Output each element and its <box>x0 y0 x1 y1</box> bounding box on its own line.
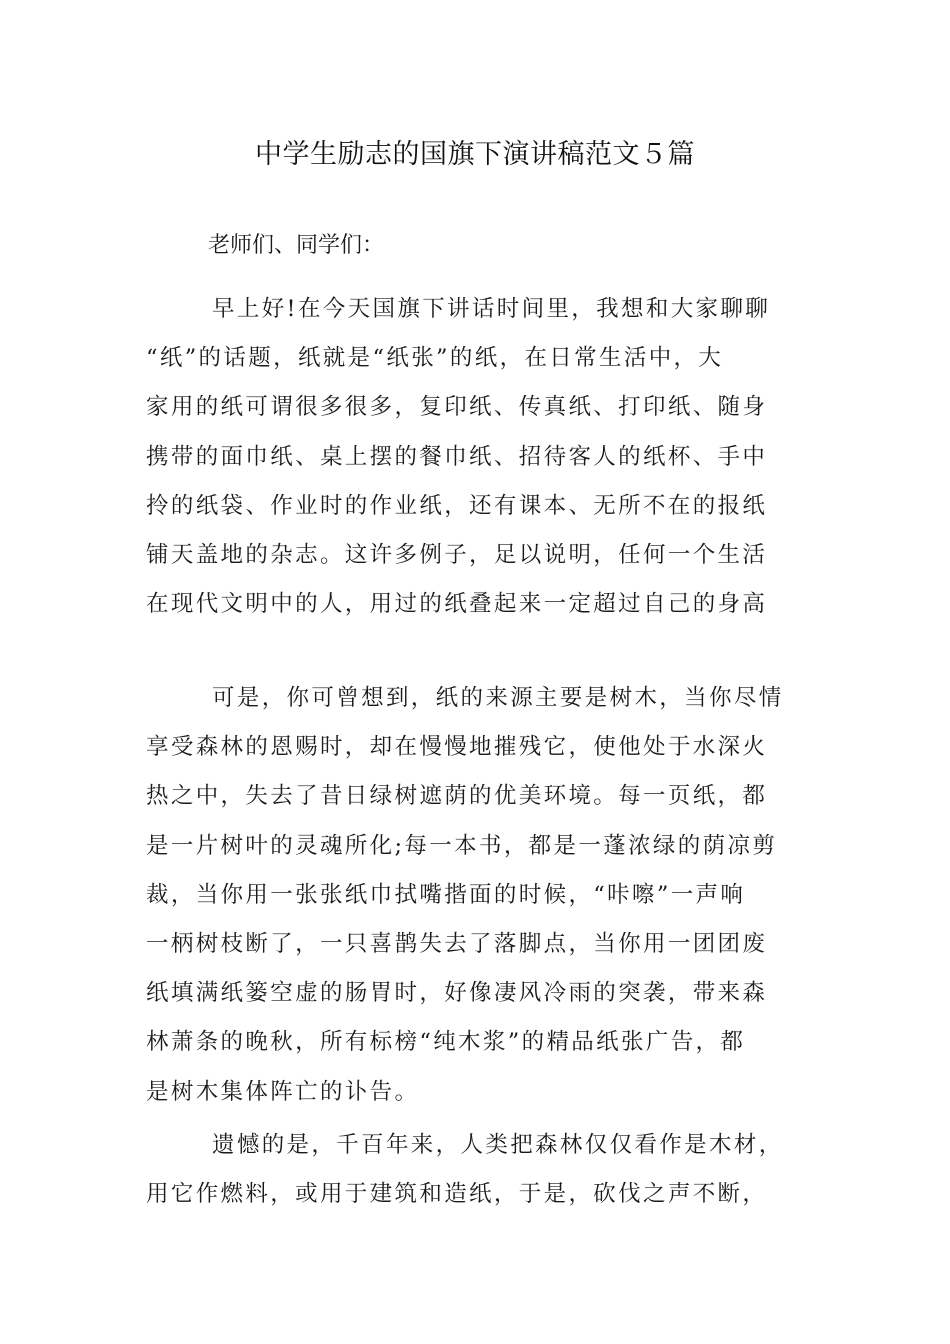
paragraph-line: 遗憾的是，千百年来，人类把森林仅仅看作是木材， <box>212 1132 784 1158</box>
paragraph-line: 用它作燃料，或用于建筑和造纸，于是，砍伐之声不断， <box>146 1181 768 1208</box>
document-title: 中学生励志的国旗下演讲稿范文５篇 <box>255 139 695 170</box>
paragraph-line: 一柄树枝断了，一只喜鹊失去了落脚点，当你用一团团废 <box>146 930 768 957</box>
paragraph-line: 林萧条的晚秋，所有标榜“纯木浆”的精品纸张广告，都 <box>146 1029 746 1056</box>
paragraph-line: 是一片树叶的灵魂所化;每一本书，都是一蓬浓绿的荫凉剪 <box>146 832 778 859</box>
greeting-line: 老师们、同学们： <box>208 233 385 258</box>
paragraph-line: 拎的纸袋、作业时的作业纸，还有课本、无所不在的报纸 <box>146 492 768 519</box>
paragraph-line: 热之中，失去了昔日绿树遮荫的优美环境。每一页纸，都 <box>146 783 768 810</box>
paragraph-line: “纸”的话题，纸就是“纸张”的纸，在日常生活中，大 <box>146 345 724 372</box>
paragraph-3 <box>146 1121 804 1219</box>
paragraph-line: 在现代文明中的人，用过的纸叠起来一定超过自己的身高 <box>146 591 768 618</box>
paragraph-line: 可是，你可曾想到，纸的来源主要是树木，当你尽情 <box>212 685 784 711</box>
paragraph-line: 是树木集体阵亡的讣告。 <box>146 1078 420 1105</box>
paragraph-line: 携带的面巾纸、桌上摆的餐巾纸、招待客人的纸杯、手中 <box>146 443 768 470</box>
paragraph-1 <box>146 285 804 629</box>
paragraph-line: 享受森林的恩赐时，却在慢慢地摧残它，使他处于水深火 <box>146 734 768 761</box>
paragraph-line: 铺天盖地的杂志。这许多例子，足以说明，任何一个生活 <box>146 541 768 568</box>
paragraph-line: 裁，当你用一张张纸巾拭嘴揩面的时候，“咔嚓”一声响 <box>146 881 746 908</box>
paragraph-2 <box>146 674 804 1117</box>
paragraph-line: 家用的纸可谓很多很多，复印纸、传真纸、打印纸、随身 <box>146 394 768 421</box>
document-body <box>146 233 804 1208</box>
paragraph-line: 纸填满纸篓空虚的肠胃时，好像凄风冷雨的突袭，带来森 <box>146 980 768 1007</box>
paragraph-line: 早上好!在今天国旗下讲话时间里，我想和大家聊聊 <box>212 296 771 322</box>
